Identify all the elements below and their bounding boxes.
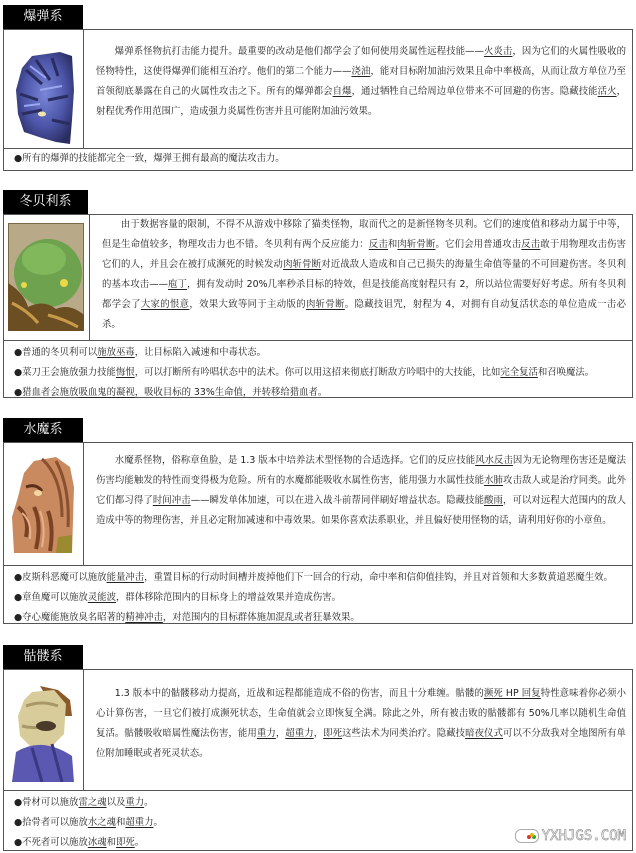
skill-name: 超重力	[285, 728, 314, 739]
skill-name: 肉斩骨断	[283, 259, 322, 270]
site-watermark	[515, 828, 626, 844]
bomb-monster-portrait	[12, 50, 76, 146]
note-item	[14, 608, 632, 628]
skill-name: 吸血鬼的凝视	[78, 387, 135, 398]
text-run: 。隐藏技诅咒，射程为 4，对拥有自动复活状态的单位造成一击必杀。	[102, 299, 626, 330]
skill-name: 活火	[597, 86, 617, 97]
text-run: 这些法术为同类治疗。隐藏技	[342, 728, 466, 739]
skill-name: 暗夜仪式	[465, 728, 503, 739]
skill-name: 肉斩骨断	[305, 299, 345, 310]
note-item	[14, 363, 632, 383]
skill-name: 超重力	[125, 817, 154, 828]
section-notes	[3, 341, 633, 398]
section-notes	[3, 149, 633, 171]
text-run: 。	[134, 837, 145, 848]
text-run: 。它们会用普通攻击	[435, 239, 522, 250]
skill-name: 重力	[256, 728, 276, 739]
text-run: ●夺心魔能施放臭名昭著的	[14, 612, 126, 623]
section-tonberry	[3, 190, 633, 400]
note-item	[14, 568, 632, 588]
text-run: 因为无论物理伤害还是魔法伤害均能触发的特性而变得极为危险。所有的水魔都能吸收水属性伤害，能用强力水属性技能	[96, 455, 626, 486]
text-run: ，能对目标附加油污效果且命中率极高，从而让敌方单位乃至首领彻底暴露在自己的火属性攻击之下。所有的爆弹都会	[96, 66, 626, 97]
skill-name: 大家的恨意	[140, 299, 190, 310]
text-run: ●所有的爆弹的技能都完全一致，爆弹王拥有最高的魔法攻击力。	[14, 153, 285, 164]
text-run: ，重置目标的行动时间槽并废掉他们下一回合的行动，命中率和信仰值挂钩，并且对首领和大多数黄道恶魔生效。	[144, 572, 613, 583]
skill-name: 濒死 HP 回复	[483, 688, 541, 699]
skill-name: 重力	[125, 797, 145, 808]
section-body-text	[96, 684, 626, 764]
section-main-box	[3, 669, 633, 791]
text-run: ●普通的冬贝利可以	[14, 347, 98, 358]
section-title-tab: 骷髅系	[3, 645, 83, 669]
note-item	[14, 793, 632, 813]
text-run: 攻击敌人或是治疗同类。此外它们都习得了	[96, 475, 626, 506]
skill-name: 酸雨	[484, 495, 503, 506]
text-run: 由于数据容量的限制，不得不从游戏中移除了猫类怪物，取而代之的是新怪物冬贝利。它们的速度值和移动力属于中等，但是生命值较多，物理攻击力也不错。冬贝利有两个反应能力：	[102, 219, 626, 250]
portrait-column	[4, 443, 84, 565]
text-run: 和召唤魔法。	[537, 367, 595, 378]
text-run: 水魔系怪物，俗称章鱼脸，是 1.3 版本中培养法术型怪物的合适选择。它们的反应技能	[114, 455, 476, 466]
section-body-text	[102, 215, 626, 335]
note-item	[14, 588, 632, 608]
section-title-tab: 爆弹系	[3, 5, 83, 29]
watermark-text: YXHJGS.COM	[541, 828, 626, 844]
skill-name: 悔恨	[115, 367, 135, 378]
text-run: ●不死者可以施放	[14, 837, 88, 848]
text-run: 和	[387, 239, 398, 250]
text-run: 和	[115, 817, 126, 828]
skill-name: 即死	[323, 728, 343, 739]
text-run: ，效果大致等同于主动版的	[189, 299, 306, 310]
section-title-tab: 水魔系	[3, 418, 83, 442]
text-run: ，让目标陷入减速和中毒状态。	[134, 347, 266, 358]
skill-name: 庖丁	[167, 279, 187, 290]
text-run: 对近战敌人造成和自己已损失的海量生命值等量的不可回避伤害。冬贝利的基本攻击——	[102, 259, 626, 290]
text-run: ，对范围内的目标群体施加混乱或者狂暴效果。	[162, 612, 360, 623]
text-run: 特性意味着你必须小心计算伤害，一旦它们被打成濒死状态，生命值就会立即恢复全满。除此之外，所有被击败的骷髅都有 50%几率以随机生命值复活。骷髅吸收暗属性魔法伤害，能用	[96, 688, 626, 739]
skill-name: 风水反击	[475, 455, 513, 466]
mindflayer-portrait	[12, 457, 74, 553]
text-run: ，因为它们的火属性吸收的怪物特性，这使得爆弹们能相互治疗。他们的第二个能力——	[96, 46, 626, 77]
text-run: ，	[313, 728, 324, 739]
skill-name: 火炎击	[483, 46, 513, 57]
skill-name: 雷之魂	[78, 797, 107, 808]
section-mindflayer	[3, 418, 633, 628]
text-run: ●菜刀王会施放强力技能	[14, 367, 116, 378]
text-run: ，可以打断所有吟唱状态中的法术。你可以用这招来彻底打断敌方吟唱中的大技能，比如	[134, 367, 501, 378]
text-run: ，射程优秀作用范围广，造成强力炎属性伤害并且可能附加油污效果。	[96, 86, 626, 117]
text-run: ●骨材可以施放	[14, 797, 79, 808]
note-item	[14, 383, 632, 403]
text-run: ，群体移除范围内的目标身上的增益效果并造成伤害。	[115, 592, 341, 603]
text-run: 可以不分敌我对全地图所有单位附加睡眠或者死灵状态。	[96, 728, 626, 759]
skill-name: 反击	[368, 239, 388, 250]
text-run: 敢于用物理攻击伤害它们的人，并且会在被打成濒死的时候发动	[102, 239, 626, 270]
section-skeleton	[3, 645, 633, 850]
note-item	[14, 343, 632, 363]
text-run: ，通过牺牲自己给周边单位带来不可回避的伤害。隐藏技能	[351, 86, 598, 97]
skill-name: 时间冲击	[152, 495, 191, 506]
skill-name: 水之魂	[87, 817, 116, 828]
skill-name: 能量冲击	[106, 572, 145, 583]
skill-name: 反击	[521, 239, 541, 250]
skill-name: 水肺	[484, 475, 504, 486]
section-body-text	[96, 42, 626, 122]
portrait-column	[4, 215, 90, 340]
text-run: ●猎血者会施放	[14, 387, 79, 398]
skill-name: 浇油	[351, 66, 371, 77]
text-run: ●章鱼魔可以施放	[14, 592, 88, 603]
text-run: ，可以对远程大范围内的敌人造成中等的物理伤害，并且必定附加减速和中毒效果。如果你喜欢法系职业，并且偏好使用怪物的话，请利用好你的小章鱼。	[96, 495, 626, 526]
note-item	[14, 149, 632, 169]
skill-name: 完全复活	[500, 367, 538, 378]
section-main-box	[3, 29, 633, 149]
skill-name: 肉斩骨断	[397, 239, 436, 250]
skill-name: 自爆	[332, 86, 352, 97]
text-run: 爆弹系怪物抗打击能力提升。最重要的改动是他们都学会了如何使用炎属性远程技能——	[114, 46, 484, 57]
gamepad-icon	[515, 829, 539, 843]
section-main-box	[3, 214, 633, 341]
text-run: ，	[275, 728, 286, 739]
text-run: 。	[153, 817, 163, 828]
skill-name: 冰魂	[87, 837, 107, 848]
skill-name: 精神冲击	[125, 612, 163, 623]
section-main-box	[3, 442, 633, 566]
text-run: ，拥有发动时 20%几率秒杀目标的特效，但是技能高度射程只有 2，所以站位需要好好考虑。所有冬贝利都学会了	[102, 279, 626, 310]
skill-name: 即死	[115, 837, 135, 848]
section-title-tab: 冬贝利系	[3, 190, 88, 214]
text-run: ●拾骨者可以施放	[14, 817, 88, 828]
section-bomb	[3, 5, 633, 175]
skill-name: 施放巫毒	[97, 347, 135, 358]
text-run: 。	[144, 797, 154, 808]
text-run: 1.3 版本中的骷髅移动力提高，近战和远程都能造成不俗的伤害，而且十分难缠。骷髅的	[114, 688, 484, 699]
text-run: ●皮斯科恶魔可以施放	[14, 572, 107, 583]
portrait-column	[4, 670, 84, 790]
section-notes	[3, 566, 633, 624]
text-run: 以及	[106, 797, 126, 808]
text-run: ，吸收目标的 33%生命值，并转移给猎血者。	[134, 387, 328, 398]
portrait-column	[4, 30, 84, 148]
skeleton-portrait	[12, 686, 74, 782]
text-run: 和	[106, 837, 116, 848]
skill-name: 灵能波	[87, 592, 116, 603]
section-body-text	[96, 451, 626, 531]
tonberry-portrait	[8, 223, 84, 331]
text-run: ——瞬发单体加速，可以在进入战斗前帮同伴刷好增益状态。隐藏技能	[190, 495, 485, 506]
